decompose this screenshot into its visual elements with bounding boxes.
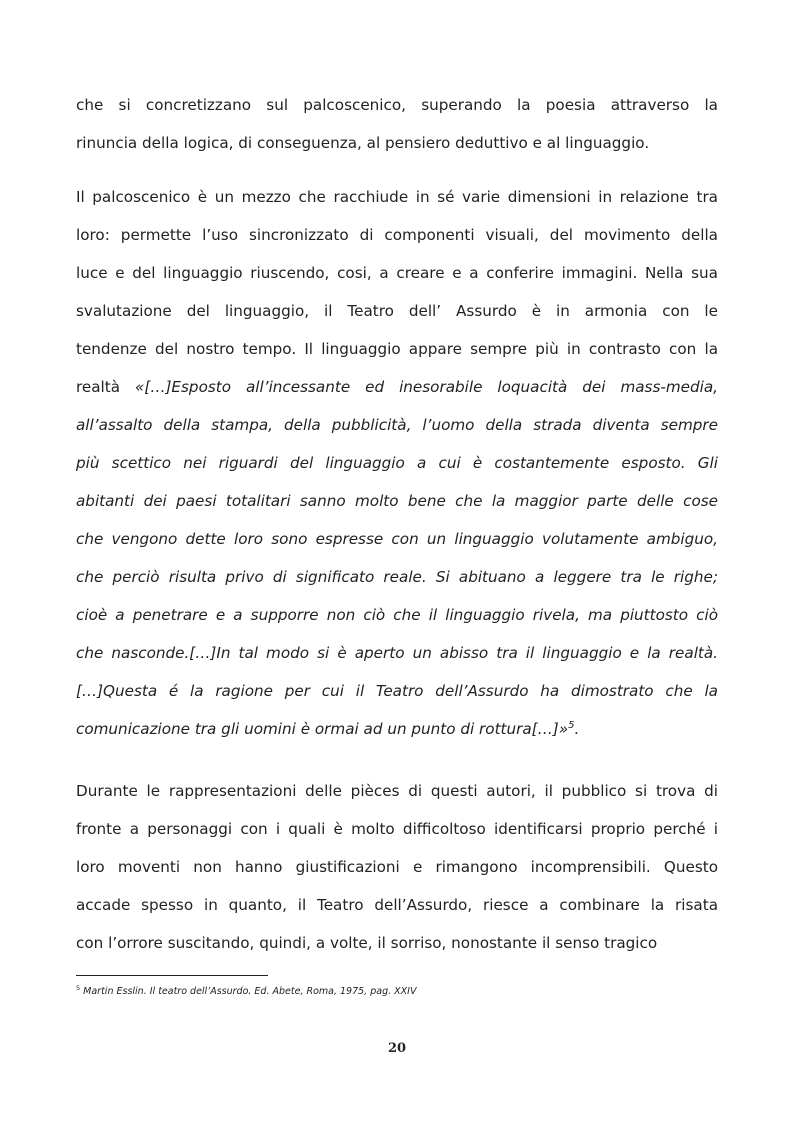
quoted-text: cioè a penetrare e a supporre non ciò che il linguaggio rivela, ma piuttosto ciò xyxy=(76,606,718,624)
footnote-reference: 5 xyxy=(568,719,575,731)
line-text: accade spesso in quanto, il Teatro dell’Assurdo, riesce a combinare la risata xyxy=(76,896,718,914)
quoted-text: che vengono dette loro sono espresse con un linguaggio volutamente ambiguo, xyxy=(76,530,718,548)
footnote xyxy=(76,984,416,997)
quoted-text: comunicazione tra gli uomini è ormai ad un punto di rottura[…]» xyxy=(76,720,569,738)
text-line xyxy=(76,848,718,886)
text-line xyxy=(76,368,718,406)
line-text: loro moventi non hanno giustificazioni e rimangono incomprensibili. Questo xyxy=(76,858,718,876)
text-line xyxy=(76,558,718,596)
quoted-text: abitanti dei paesi totalitari sanno molto bene che la maggior parte delle cose xyxy=(76,492,718,510)
text-line xyxy=(76,710,718,748)
text-line xyxy=(76,886,718,924)
text-line xyxy=(76,216,718,254)
quoted-text: […]Questa é la ragione per cui il Teatro dell’Assurdo ha dimostrato che la xyxy=(76,682,718,700)
page-number: 20 xyxy=(387,1041,407,1056)
text-line xyxy=(76,520,718,558)
text-line xyxy=(76,330,718,368)
text-line xyxy=(76,406,718,444)
text-line xyxy=(76,772,718,810)
line-text: tendenze del nostro tempo. Il linguaggio appare sempre più in contrasto con la xyxy=(76,340,718,358)
quoted-text: che nasconde.[…]In tal modo si è aperto un abisso tra il linguaggio e la realtà. xyxy=(76,644,718,662)
text-line xyxy=(76,482,718,520)
footnote-separator xyxy=(76,975,268,976)
line-text: con l’orrore suscitando, quindi, a volte, il sorriso, nonostante il senso tragico xyxy=(76,934,658,952)
text-line xyxy=(76,924,718,962)
line-text: fronte a personaggi con i quali è molto difficoltoso identificarsi proprio perché i xyxy=(76,820,718,838)
quoted-text: all’assalto della stampa, della pubblicità, l’uomo della strada diventa sempre xyxy=(76,416,718,434)
line-text: realtà xyxy=(76,378,136,396)
text-line xyxy=(76,634,718,672)
text-line xyxy=(76,596,718,634)
line-text: rinuncia della logica, di conseguenza, al pensiero deduttivo e al linguaggio. xyxy=(76,134,650,152)
text-line xyxy=(76,292,718,330)
text-line xyxy=(76,124,718,162)
footnote-text: Martin Esslin. Il teatro dell’Assurdo. Ed. Abete, Roma, 1975, pag. XXIV xyxy=(80,986,417,998)
text-line xyxy=(76,254,718,292)
line-text: che si concretizzano sul palcoscenico, superando la poesia attraverso la xyxy=(76,96,718,114)
text-line xyxy=(76,672,718,710)
quoted-text: che perciò risulta privo di significato reale. Si abituano a leggere tra le righe; xyxy=(76,568,718,586)
line-text: Durante le rappresentazioni delle pièces di questi autori, il pubblico si trova di xyxy=(76,782,718,800)
line-text: svalutazione del linguaggio, il Teatro dell’ Assurdo è in armonia con le xyxy=(76,302,718,320)
paragraph xyxy=(76,772,718,962)
paragraph xyxy=(76,86,718,162)
text-line xyxy=(76,178,718,216)
text-line xyxy=(76,810,718,848)
text-line xyxy=(76,444,718,482)
text-line xyxy=(76,86,718,124)
line-tail: . xyxy=(574,720,580,738)
line-text: luce e del linguaggio riuscendo, cosi, a creare e a conferire immagini. Nella sua xyxy=(76,264,718,282)
quoted-text: «[…]Esposto all’incessante ed inesorabile loquacità dei mass-media, xyxy=(135,378,718,396)
quoted-text: più scettico nei riguardi del linguaggio a cui è costantemente esposto. Gli xyxy=(76,454,718,472)
footnote-marker: 5 xyxy=(76,984,81,992)
line-text: loro: permette l’uso sincronizzato di componenti visuali, del movimento della xyxy=(76,226,718,244)
paragraph xyxy=(76,178,718,748)
line-text: Il palcoscenico è un mezzo che racchiude in sé varie dimensioni in relazione tra xyxy=(76,188,718,206)
